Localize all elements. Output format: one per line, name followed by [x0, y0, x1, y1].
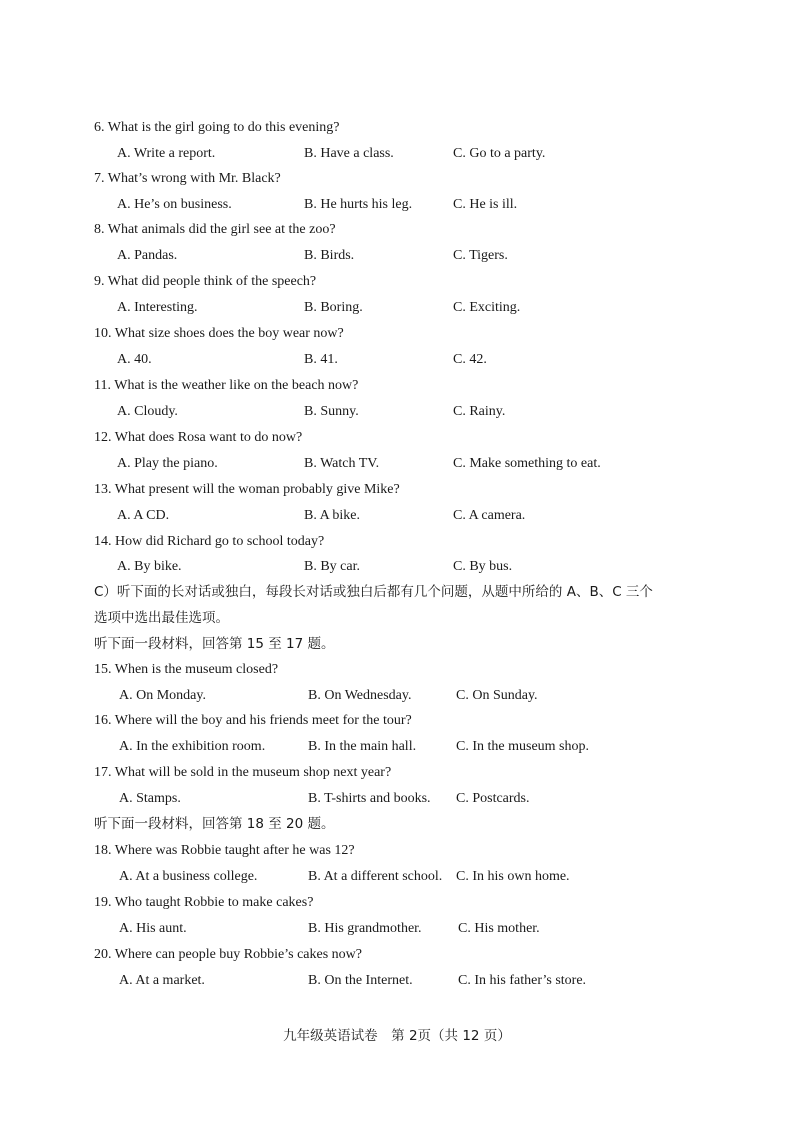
- page-footer: 九年级英语试卷 第 2页（共 12 页）: [283, 1028, 511, 1044]
- option-11c: C. Rainy.: [453, 404, 506, 419]
- option-15b: B. On Wednesday.: [308, 688, 412, 703]
- option-15c: C. On Sunday.: [456, 688, 538, 703]
- option-10c: C. 42.: [453, 352, 487, 367]
- option-18a: A. At a business college.: [119, 869, 258, 884]
- option-6a: A. Write a report.: [117, 146, 216, 161]
- option-7c: C. He is ill.: [453, 197, 518, 212]
- option-7b: B. He hurts his leg.: [304, 197, 413, 212]
- option-13c: C. A camera.: [453, 508, 526, 523]
- question-13: 13. What present will the woman probably give Mike?: [94, 482, 400, 497]
- option-9c: C. Exciting.: [453, 300, 521, 315]
- question-18: 18. Where was Robbie taught after he was 12?: [94, 843, 355, 858]
- question-20: 20. Where can people buy Robbie’s cakes now?: [94, 947, 362, 962]
- option-18c: C. In his own home.: [456, 869, 570, 884]
- option-8a: A. Pandas.: [117, 248, 178, 263]
- section-c-instruction-cont: 选项中选出最佳选项。: [94, 610, 229, 626]
- option-15a: A. On Monday.: [119, 688, 206, 703]
- option-16c: C. In the museum shop.: [456, 739, 589, 754]
- instruction-15-17: 听下面一段材料，回答第 15 至 17 题。: [94, 636, 335, 652]
- option-20c: C. In his father’s store.: [458, 973, 587, 988]
- option-18b: B. At a different school.: [308, 869, 443, 884]
- question-8: 8. What animals did the girl see at the zoo?: [94, 222, 336, 237]
- question-14: 14. How did Richard go to school today?: [94, 534, 325, 549]
- question-16: 16. Where will the boy and his friends meet for the tour?: [94, 713, 412, 728]
- option-6c: C. Go to a party.: [453, 146, 546, 161]
- option-10a: A. 40.: [117, 352, 152, 367]
- option-9b: B. Boring.: [304, 300, 363, 315]
- question-6: 6. What is the girl going to do this evening?: [94, 120, 340, 135]
- option-16a: A. In the exhibition room.: [119, 739, 266, 754]
- option-11b: B. Sunny.: [304, 404, 359, 419]
- question-12: 12. What does Rosa want to do now?: [94, 430, 303, 445]
- option-12b: B. Watch TV.: [304, 456, 380, 471]
- option-10b: B. 41.: [304, 352, 338, 367]
- option-19a: A. His aunt.: [119, 921, 187, 936]
- option-14b: B. By car.: [304, 559, 360, 574]
- option-16b: B. In the main hall.: [308, 739, 417, 754]
- option-13b: B. A bike.: [304, 508, 361, 523]
- option-11a: A. Cloudy.: [117, 404, 178, 419]
- instruction-18-20: 听下面一段材料，回答第 18 至 20 题。: [94, 816, 335, 832]
- option-13a: A. A CD.: [117, 508, 170, 523]
- question-7: 7. What’s wrong with Mr. Black?: [94, 171, 281, 186]
- option-12a: A. Play the piano.: [117, 456, 218, 471]
- option-9a: A. Interesting.: [117, 300, 198, 315]
- question-19: 19. Who taught Robbie to make cakes?: [94, 895, 314, 910]
- option-7a: A. He’s on business.: [117, 197, 232, 212]
- option-6b: B. Have a class.: [304, 146, 394, 161]
- option-8c: C. Tigers.: [453, 248, 508, 263]
- option-8b: B. Birds.: [304, 248, 355, 263]
- option-19b: B. His grandmother.: [308, 921, 422, 936]
- option-14c: C. By bus.: [453, 559, 513, 574]
- option-20a: A. At a market.: [119, 973, 205, 988]
- option-17b: B. T-shirts and books.: [308, 791, 431, 806]
- question-9: 9. What did people think of the speech?: [94, 274, 317, 289]
- option-12c: C. Make something to eat.: [453, 456, 601, 471]
- option-19c: C. His mother.: [458, 921, 540, 936]
- question-15: 15. When is the museum closed?: [94, 662, 279, 677]
- option-17a: A. Stamps.: [119, 791, 181, 806]
- option-17c: C. Postcards.: [456, 791, 530, 806]
- option-14a: A. By bike.: [117, 559, 182, 574]
- section-c-instruction: C）听下面的长对话或独白，每段长对话或独白后都有几个问题，从题中所给的 A、B、C 三个: [94, 584, 653, 600]
- question-10: 10. What size shoes does the boy wear now?: [94, 326, 344, 341]
- question-11: 11. What is the weather like on the beach now?: [94, 378, 359, 393]
- option-20b: B. On the Internet.: [308, 973, 413, 988]
- question-17: 17. What will be sold in the museum shop next year?: [94, 765, 392, 780]
